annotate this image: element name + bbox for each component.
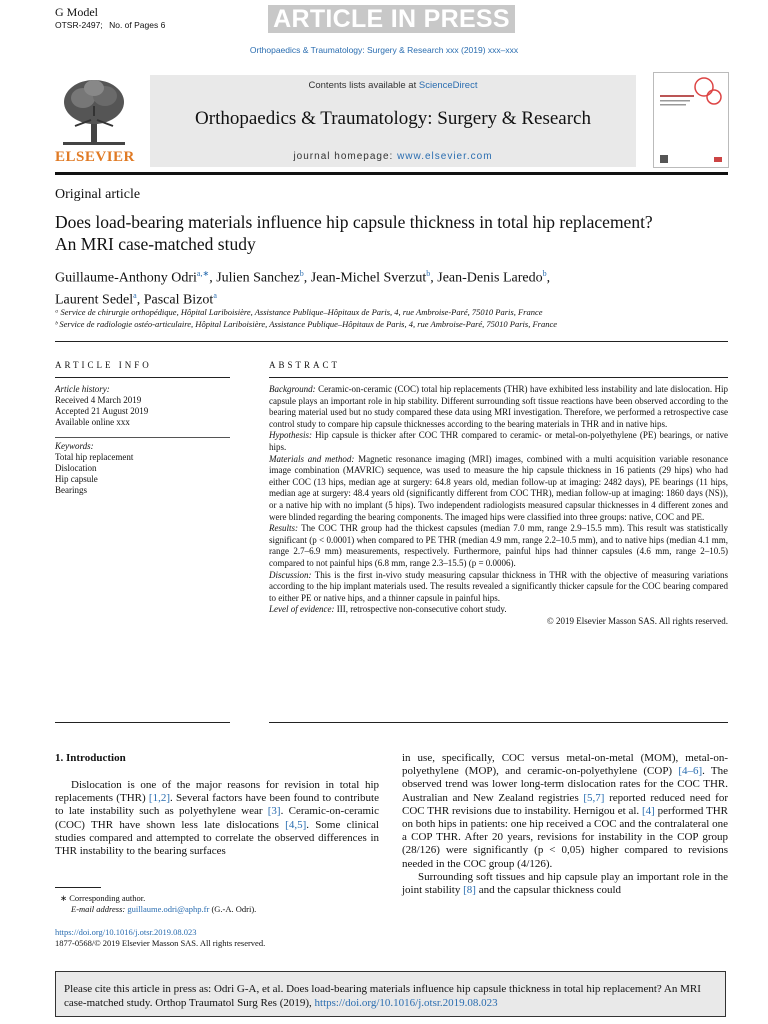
intro-right-column [402,752,728,897]
g-model-label: G Model [55,5,98,19]
paragraph-text: . Several factors have been found to contribute to late instability such as polyethylene wear [55,792,379,818]
section-rule [55,341,728,342]
elsevier-tree-logo[interactable] [55,76,133,148]
author-name: Julien Sanchez [216,270,300,286]
email-line [71,904,256,914]
author-name: Jean-Michel Sverzut [310,270,427,286]
issn-line: 1877-0568/© 2019 Elsevier Masson SAS. All rights reserved. [55,938,266,948]
homepage-line [150,151,636,162]
history-online: Available online xxx [55,417,130,427]
intro-paragraph [402,871,728,897]
paragraph-text: Surrounding soft tissues and hip capsule play an important role in the joint stability [402,870,728,897]
background-label: Background: [269,384,316,394]
elsevier-wordmark: ELSEVIER [55,149,135,165]
author-affiliation-mark[interactable]: b [426,269,431,278]
manuscript-meta [55,20,165,30]
affiliation-b: ᵇ Service de radiologie ostéo-articulaire, Hôpital Lariboisière, Assistance Publique–Hôpitaux de Paris, 4, rue Ambroise-Paré, 75010 Paris, France [55,319,557,329]
journal-title: Orthopaedics & Traumatology: Surgery & Research [195,108,591,129]
keyword: Bearings [55,485,87,495]
level-text: III, retrospective non-consecutive cohort study. [336,604,507,615]
author-affiliation-mark[interactable]: a [133,291,137,301]
abstract-background [269,384,728,430]
email-label: E-mail address: [71,904,126,914]
abstract-rule [269,377,728,378]
article-type: Original article [55,187,141,202]
page-count: No. of Pages 6 [109,20,166,30]
author-name: Jean-Denis Laredo [437,270,543,286]
footnote-rule [55,887,101,888]
author-affiliation-mark[interactable]: b [299,269,304,278]
abstract-body [269,384,728,627]
abstract-discussion [269,570,728,605]
contents-prefix: Contents lists available at [308,80,417,91]
author-name: Pascal Bizot [143,292,214,308]
corresponding-author: ∗ Corresponding author. [60,893,146,903]
abstract-methods [269,454,728,524]
article-info-heading: ARTICLE INFO [55,360,152,370]
homepage-prefix: journal homepage: [293,151,394,162]
article-in-press-banner: ARTICLE IN PRESS [268,5,515,33]
results-text: The COC THR group had the thickest capsules (median 7.0 mm, range 2.9–15.5 mm). This result was statistically significant (p < 0.0001) when compared to PE THR (median 4.9 mm, range 2.2–10.5 mm), and to native hips (median 4.1 mm, range 2.7–6.9 mm) measurements, respectively. Furthermore, painful hips had thinner capsules (4.6 mm, range 2–10.5) compared to not painful hips (6.8 mm, range 2.3–15.5) (p = 0.0006). [269,523,728,568]
hypothesis-label: Hypothesis: [269,430,312,441]
author-affiliation-mark[interactable]: b [542,269,547,278]
abstract-hypothesis [269,430,728,453]
cite-notice-box [55,971,726,1017]
paragraph-text: . Some clinical studies compared and attempted to correlate the observed differences in THR instability to the bearing surfaces [55,818,379,858]
paragraph-text: in use, specifically, COC versus metal-on-metal (MOM), metal-on-polyethylene (MOP), and ceramic-on-polyethylene (COP) [402,752,728,778]
journal-cover-thumbnail[interactable] [653,72,729,168]
author-name: Laurent Sedel [55,292,134,308]
email-suffix: (G.-A. Odri). [209,904,257,914]
affiliation-a: ᵃ Service de chirurgie orthopédique, Hôpital Lariboisière, Assistance Publique–Hôpitaux de Paris, 4, rue Ambroise-Paré, 75010 Paris, France [55,307,543,317]
discussion-label: Discussion: [269,569,312,580]
reference-link[interactable]: [4–6] [678,765,703,778]
reference-link[interactable]: [1,2] [148,792,170,805]
cite-notice-text: Please cite this article in press as: Odri G-A, et al. Does load-bearing materials influence hip capsule thickness in total hip replacement? An MRI case-matched study. Orthop Traumatol Surg Res (2019), [64,983,701,1009]
abstract-copyright: © 2019 Elsevier Masson SAS. All rights reserved. [546,615,728,626]
keywords-label: Keywords: [55,441,94,451]
paragraph-text: . The observed trend was lower long-term dislocation rates for the COC THR. Australian and New Zealand registries [402,765,728,804]
reference-link[interactable]: [5,7] [583,791,605,804]
reference-link[interactable]: [4,5] [285,818,307,831]
homepage-link[interactable]: www.elsevier.com [397,151,493,162]
author-list: Guillaume-Anthony Odri$^{a,∗}$, Julien Sanchez$^b$, Jean-Michel Sverzut$^b$, Jean-Denis Laredo$^b$, Laurent Sedel$^a$, Pascal Bizot$^a$ [55,269,551,308]
history-accepted: Accepted 21 August 2019 [55,406,149,416]
keyword: Hip capsule [55,474,98,484]
article-info-panel [55,384,230,496]
info-divider [55,437,230,438]
abstract-results [269,523,728,569]
results-label: Results: [269,523,298,534]
author-name: Guillaume-Anthony Odri [55,270,197,286]
abstract-level [269,604,728,616]
intro-left-column [55,779,379,858]
abstract-heading: ABSTRACT [269,360,341,370]
journal-reference-link[interactable]: Orthopaedics & Traumatology: Surgery & Research xxx (2019) xxx–xxx [249,45,519,55]
history-label: Article history: [55,384,110,394]
article-title: Does load-bearing materials influence hip capsule thickness in total hip replacement? An MRI case-matched study [55,212,653,254]
email-link[interactable]: guillaume.odri@aphp.fr [127,904,210,914]
reference-link[interactable]: [3] [267,805,281,818]
keyword: Dislocation [55,463,97,473]
author-affiliation-mark[interactable]: a,∗ [196,269,210,278]
intro-paragraph [55,779,379,858]
doi-link[interactable]: https://doi.org/10.1016/j.otsr.2019.08.023 [55,927,197,937]
abstract-bottom-rule [269,722,728,723]
paragraph-text: and the capsular thickness could [475,884,622,897]
author-affiliation-mark[interactable]: a [213,291,217,301]
paragraph-text: reported reduced need for COC THR revisions due to instability. Hernigou et al. [402,791,728,817]
reference-link[interactable]: [8] [463,884,476,897]
hypothesis-text: Hip capsule is thicker after COC THR compared to ceramic- or metal-on-polyethylene (PE) bearings, or native hips. [269,430,729,452]
contents-line [150,80,636,91]
intro-paragraph [402,752,728,871]
paragraph-text: performed THR on both hips in patients: one hip received a COC and the contralateral one a COP THR. After 20 years, revisions for instability in the COP group (28/126) were significantly (p < 0,05) higher compared to revisions needed in the COC group (4/126). [402,804,728,870]
paragraph-text: Dislocation is one of the major reasons for revision in total hip replacements (THR) [55,779,379,805]
reference-link[interactable]: [4] [641,804,655,817]
masthead-rule [55,172,728,175]
discussion-text: This is the first in-vivo study measuring capsular thickness in THR with the objective of measuring variations according to the hip implant materials used. The results revealed a significantly thicker capsule for the COC bearing compared to either PE or native hips, and a thinner capsule in painful hips. [269,569,728,603]
intro-heading: 1. Introduction [55,752,126,764]
ref-code: OTSR-2497; [55,20,103,30]
methods-text: Magnetic resonance imaging (MRI) images, combined with a multi acquisition variable resonance image combination (MAVRIC) sequence, was used to measure the hip capsule thickness in 16 patients (29 hips) who had either COC (13 hips, median age at surgery: 64.8 years old, median follow-up at imaging: 2482 days), PE bearings (11 hips, median age at surgery: 48.4 years old (significantly different from COC THR), median follow-up at imaging: 1860 days (NS)), or a native hip with no implant (5 hips). Two independent radiologists measured capsular thicknesses in 4 different zones and were blinded regarding the bearing components. The imaged hips were classified into three groups: native, COC and PE. [269,453,728,522]
cite-notice-doi-link[interactable]: https://doi.org/10.1016/j.otsr.2019.08.023 [314,996,498,1009]
keyword: Total hip replacement [55,452,134,462]
info-rule [55,377,230,378]
background-text: Ceramic-on-ceramic (COC) total hip replacements (THR) have exhibited less instability and late dislocation. Hip capsule plays an important role in hip stability. Different surrounding soft tissue reactions have been observed according to the bearing material used but no study compared these data using MRI investigation. Therefore, we performed a retrospective case control study to compare hip capsule thicknesses according to the bearing materials in THR and in native hips. [269,384,729,429]
sciencedirect-link[interactable]: ScienceDirect [418,80,478,91]
paragraph-text: . Ceramic-on-ceramic (COC) THR have shown less late dislocations [55,805,379,831]
info-bottom-rule [55,722,230,723]
level-label: Level of evidence: [269,604,335,615]
history-received: Received 4 March 2019 [55,395,142,405]
methods-label: Materials and method: [269,453,355,464]
